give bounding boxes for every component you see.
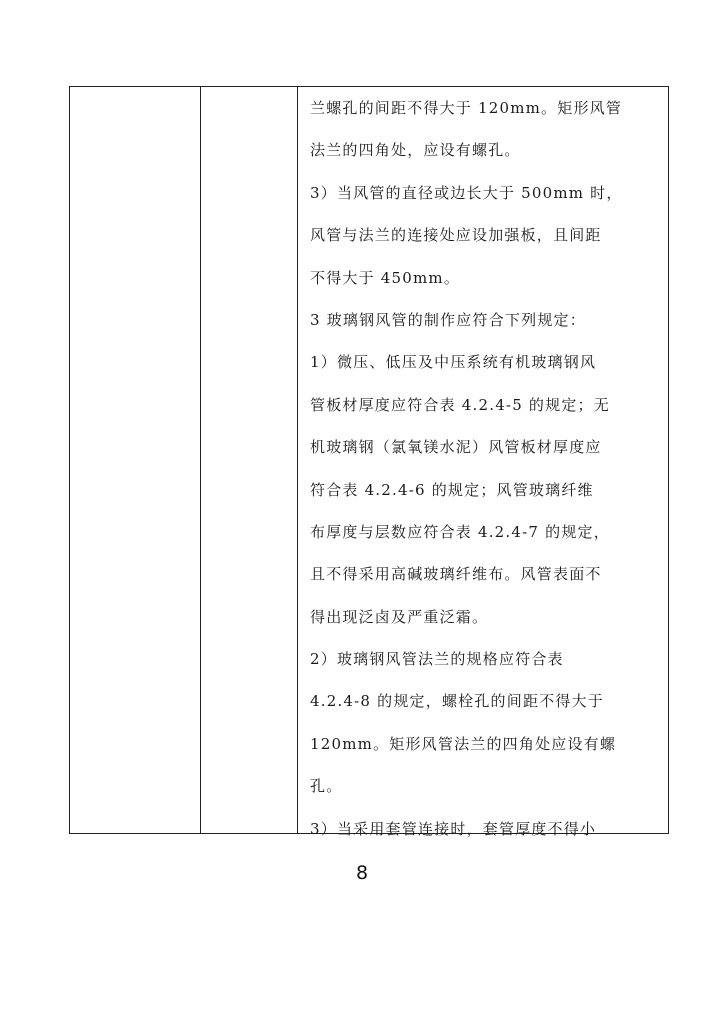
- column-divider-1: [200, 87, 201, 833]
- spec-table: [69, 86, 669, 838]
- text-line: 1）微压、低压及中压系统有机玻璃钢风: [310, 353, 597, 372]
- text-line: 风管与法兰的连接处应设加强板，且间距: [310, 226, 602, 245]
- text-line: 布厚度与层数应符合表 4.2.4-7 的规定，: [310, 522, 610, 541]
- text-line: 管板材厚度应符合表 4.2.4-5 的规定；无: [310, 395, 610, 414]
- text-line: 且不得采用高碱玻璃纤维布。风管表面不: [310, 565, 602, 584]
- text-line: 不得大于 450mm。: [310, 268, 461, 287]
- text-line: 符合表 4.2.4-6 的规定；风管玻璃纤维: [310, 480, 594, 499]
- text-line: 得出现泛卤及严重泛霜。: [310, 607, 489, 626]
- page-number: 8: [355, 862, 369, 884]
- spec-content-cell: [310, 87, 660, 850]
- text-line: 孔。: [310, 777, 343, 796]
- text-line: 3）当风管的直径或边长大于 500mm 时，: [310, 183, 623, 202]
- column-divider-2: [297, 87, 298, 833]
- text-line: 兰螺孔的间距不得大于 120mm。矩形风管: [310, 99, 623, 117]
- text-line: 3 玻璃钢风管的制作应符合下列规定：: [310, 310, 586, 329]
- text-line: 4.2.4-8 的规定，螺栓孔的间距不得大于: [310, 692, 604, 711]
- text-line: 法兰的四角处，应设有螺孔。: [310, 141, 521, 160]
- text-line: 120mm。矩形风管法兰的四角处应设有螺: [310, 734, 617, 753]
- text-line: 2）玻璃钢风管法兰的规格应符合表: [310, 650, 564, 669]
- text-line: 机玻璃钢（氯氧镁水泥）风管板材厚度应: [310, 438, 602, 457]
- text-line: 3）当采用套管连接时，套管厚度不得小: [310, 819, 597, 838]
